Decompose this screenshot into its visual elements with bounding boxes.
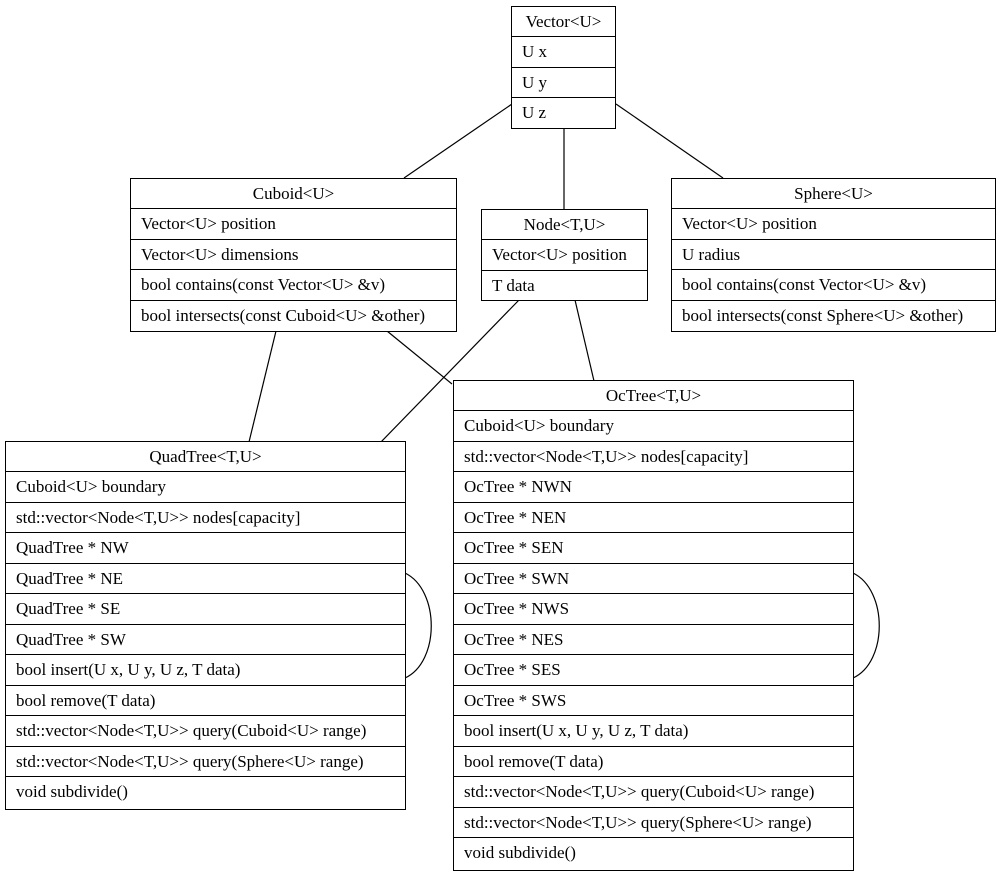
- class-member: std::vector<Node<T,U>> nodes[capacity]: [6, 503, 405, 534]
- class-member: U radius: [672, 240, 995, 271]
- edge-cuboid-octree: [387, 331, 452, 384]
- class-member: QuadTree * SW: [6, 625, 405, 656]
- class-member: U x: [512, 37, 615, 68]
- class-member: OcTree * NWN: [454, 472, 853, 503]
- class-member: OcTree * SES: [454, 655, 853, 686]
- class-member: T data: [492, 275, 535, 295]
- edge-node-octree: [575, 300, 594, 381]
- class-title: Cuboid<U>: [131, 179, 456, 209]
- class-member: bool contains(const Vector<U> &v): [131, 270, 456, 301]
- class-member: std::vector<Node<T,U>> query(Cuboid<U> range): [454, 777, 853, 808]
- edge-cuboid-quadtree: [249, 331, 276, 442]
- class-member: Cuboid<U> boundary: [454, 411, 853, 442]
- class-member: Vector<U> position: [672, 209, 995, 240]
- class-member: std::vector<Node<T,U>> nodes[capacity]: [454, 442, 853, 473]
- class-member: std::vector<Node<T,U>> query(Sphere<U> range): [454, 808, 853, 839]
- class-member: U y: [512, 68, 615, 99]
- edge-vector-cuboid: [404, 104, 512, 178]
- class-member: bool insert(U x, U y, U z, T data): [454, 716, 853, 747]
- edge-vector-sphere: [616, 104, 723, 178]
- class-vector: [511, 6, 616, 129]
- class-title: Sphere<U>: [672, 179, 995, 209]
- class-member: Vector<U> dimensions: [131, 240, 456, 271]
- class-cuboid: [130, 178, 457, 332]
- class-member: bool remove(T data): [454, 747, 853, 778]
- class-sphere: [671, 178, 996, 332]
- edge-octree-self: [853, 573, 879, 678]
- class-member: Vector<U> position: [131, 209, 456, 240]
- class-member: QuadTree * SE: [6, 594, 405, 625]
- class-member: bool remove(T data): [6, 686, 405, 717]
- class-member: bool insert(U x, U y, U z, T data): [6, 655, 405, 686]
- class-quadtree: [5, 441, 406, 810]
- class-title: Node<T,U>: [482, 210, 647, 240]
- class-title: OcTree<T,U>: [454, 381, 853, 411]
- class-member: bool intersects(const Cuboid<U> &other): [141, 305, 426, 325]
- class-member: Vector<U> position: [482, 240, 647, 271]
- class-title: QuadTree<T,U>: [6, 442, 405, 472]
- class-member: OcTree * NEN: [454, 503, 853, 534]
- class-member: Cuboid<U> boundary: [6, 472, 405, 503]
- class-member: bool intersects(const Sphere<U> &other): [682, 305, 964, 325]
- class-member: void subdivide(): [16, 782, 128, 801]
- class-title: Vector<U>: [512, 7, 615, 37]
- class-member: bool contains(const Vector<U> &v): [672, 270, 995, 301]
- class-member: QuadTree * NW: [6, 533, 405, 564]
- class-member: U z: [522, 103, 547, 122]
- class-member: void subdivide(): [464, 843, 576, 862]
- class-member: OcTree * SEN: [454, 533, 853, 564]
- class-member: OcTree * NWS: [454, 594, 853, 625]
- class-octree: [453, 380, 854, 871]
- class-member: OcTree * SWS: [454, 686, 853, 717]
- class-member: std::vector<Node<T,U>> query(Sphere<U> range): [6, 747, 405, 778]
- class-member: QuadTree * NE: [6, 564, 405, 595]
- class-node: [481, 209, 648, 301]
- edge-quadtree-self: [405, 573, 431, 678]
- class-member: OcTree * SWN: [454, 564, 853, 595]
- class-member: std::vector<Node<T,U>> query(Cuboid<U> range): [6, 716, 405, 747]
- class-member: OcTree * NES: [454, 625, 853, 656]
